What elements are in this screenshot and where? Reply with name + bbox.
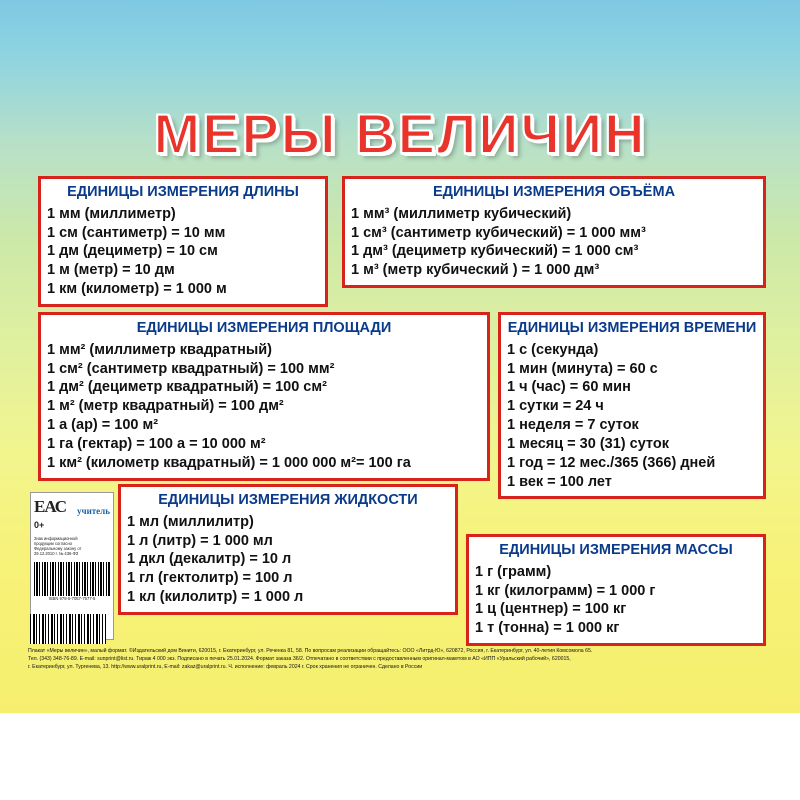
cert-note-line-4: 29.12.2010 г. № 436-ФЗ bbox=[34, 550, 79, 556]
imprint-line-1: Плакат «Меры величин», малый формат. ©Издательский дом Винити, 620015, г. Екатеринбург, ул. Реченка 81, 58. По вопросам реализации обращайтесь: ООО «Литрд-Ю», 620872, Россия, г. Екатеринбург, ул. 40-летия Комсомола 65. bbox=[28, 648, 593, 654]
section-time bbox=[498, 312, 766, 499]
imprint-text bbox=[28, 648, 772, 671]
imprint-line-2: Тел. (343) 348-76-89. E-mail: sunprint@list.ru. Тираж 4 000 экз. Подписано в печать 25.01.2024. Формат заказа 36/2. Отпечатано в соответствии с предоставленным оригинал-макетом в АО «ИПП «Уральский рабочий», 620015, bbox=[28, 655, 571, 662]
list-item: 1 км (километр) = 1 000 м bbox=[47, 281, 227, 298]
list-item: 1 м (метр) = 10 дм bbox=[47, 262, 175, 279]
list-item: 1 см² (сантиметр квадратный) = 100 мм² bbox=[47, 360, 335, 377]
section-volume-list bbox=[351, 205, 757, 280]
list-item: 1 кг (килограмм) = 1 000 г bbox=[475, 582, 656, 599]
cert-note-line-3: Федеральному закону от bbox=[34, 545, 82, 551]
section-volume bbox=[342, 176, 766, 288]
list-item: 1 мм³ (миллиметр кубический) bbox=[351, 205, 572, 222]
cert-note-line-2: продукции согласно bbox=[34, 540, 72, 546]
list-item: 1 ч (час) = 60 мин bbox=[507, 379, 631, 396]
section-length-list bbox=[47, 205, 319, 299]
list-item: 1 год = 12 мес./365 (366) дней bbox=[507, 454, 716, 471]
section-liquid-list bbox=[127, 513, 449, 607]
section-liquid-header: ЕДИНИЦЫ ИЗМЕРЕНИЯ ЖИДКОСТИ bbox=[158, 492, 418, 508]
list-item: 1 м³ (метр кубический ) = 1 000 дм³ bbox=[351, 262, 600, 279]
eac-mark-icon: ЕАС bbox=[34, 497, 67, 516]
list-item: 1 см³ (сантиметр кубический) = 1 000 мм³ bbox=[351, 224, 646, 241]
list-item: 1 месяц = 30 (31) суток bbox=[507, 435, 669, 452]
list-item: 1 дм (дециметр) = 10 см bbox=[47, 243, 218, 260]
publisher-logo: учитель bbox=[77, 506, 110, 516]
section-liquid bbox=[118, 484, 458, 615]
age-rating-badge: 0+ bbox=[34, 520, 45, 531]
barcode-graphic bbox=[34, 562, 110, 596]
imprint-line-3: г. Екатеринбург, ул. Тургенева, 13. http://www.uralprint.ru, E-mail: zakaz@uralprint.ru. Ч. исполнение: февраль 2024 г. Срок хранения не ограничен. Сделано в России bbox=[28, 663, 423, 670]
list-item: 1 га (гектар) = 100 а = 10 000 м² bbox=[47, 435, 266, 452]
list-item: 1 см (сантиметр) = 10 мм bbox=[47, 224, 226, 241]
list-item: 1 а (ар) = 100 м² bbox=[47, 417, 159, 434]
list-item: 1 с (секунда) bbox=[507, 341, 599, 358]
list-item: 1 мл (миллилитр) bbox=[127, 513, 254, 530]
list-item: 1 дм² (дециметр квадратный) = 100 см² bbox=[47, 379, 327, 396]
page-title: МЕРЫ ВЕЛИЧИН bbox=[153, 102, 647, 165]
list-item: 1 дкл (декалитр) = 10 л bbox=[127, 551, 292, 568]
section-mass bbox=[466, 534, 766, 646]
list-item: 1 сутки = 24 ч bbox=[507, 398, 604, 415]
list-item: 1 мм (миллиметр) bbox=[47, 205, 176, 222]
list-item: 1 век = 100 лет bbox=[507, 473, 612, 490]
list-item: 1 м² (метр квадратный) = 100 дм² bbox=[47, 398, 284, 415]
section-area-list bbox=[47, 341, 481, 473]
section-volume-header: ЕДИНИЦЫ ИЗМЕРЕНИЯ ОБЪЁМА bbox=[432, 184, 676, 200]
list-item: 1 неделя = 7 суток bbox=[507, 417, 639, 434]
section-mass-list bbox=[475, 563, 757, 638]
section-time-list bbox=[507, 341, 757, 492]
isbn-text: ISBN 978-5-7057-7577-5 bbox=[48, 595, 96, 601]
list-item: 1 мм² (миллиметр квадратный) bbox=[47, 341, 272, 358]
section-area bbox=[38, 312, 490, 481]
list-item: 1 т (тонна) = 1 000 кг bbox=[475, 620, 620, 637]
list-item: 1 км² (километр квадратный) = 1 000 000 м²= 100 га bbox=[47, 454, 411, 471]
list-item: 1 ц (центнер) = 100 кг bbox=[475, 601, 627, 618]
list-item: 1 гл (гектолитр) = 100 л bbox=[127, 570, 293, 587]
section-length bbox=[38, 176, 328, 307]
list-item: 1 мин (минута) = 60 с bbox=[507, 360, 658, 377]
barcode-secondary-graphic bbox=[30, 614, 106, 644]
list-item: 1 г (грамм) bbox=[475, 563, 552, 580]
list-item: 1 дм³ (дециметр кубический) = 1 000 см³ bbox=[351, 243, 639, 260]
list-item: 1 л (литр) = 1 000 мл bbox=[127, 532, 273, 549]
cert-note-line-1: Знак информационной bbox=[34, 535, 78, 541]
section-mass-header: ЕДИНИЦЫ ИЗМЕРЕНИЯ МАССЫ bbox=[499, 542, 733, 558]
list-item: 1 кл (килолитр) = 1 000 л bbox=[127, 589, 304, 606]
section-area-header: ЕДИНИЦЫ ИЗМЕРЕНИЯ ПЛОЩАДИ bbox=[136, 320, 392, 336]
section-time-header: ЕДИНИЦЫ ИЗМЕРЕНИЯ ВРЕМЕНИ bbox=[507, 320, 757, 336]
section-length-header: ЕДИНИЦЫ ИЗМЕРЕНИЯ ДЛИНЫ bbox=[67, 184, 299, 200]
